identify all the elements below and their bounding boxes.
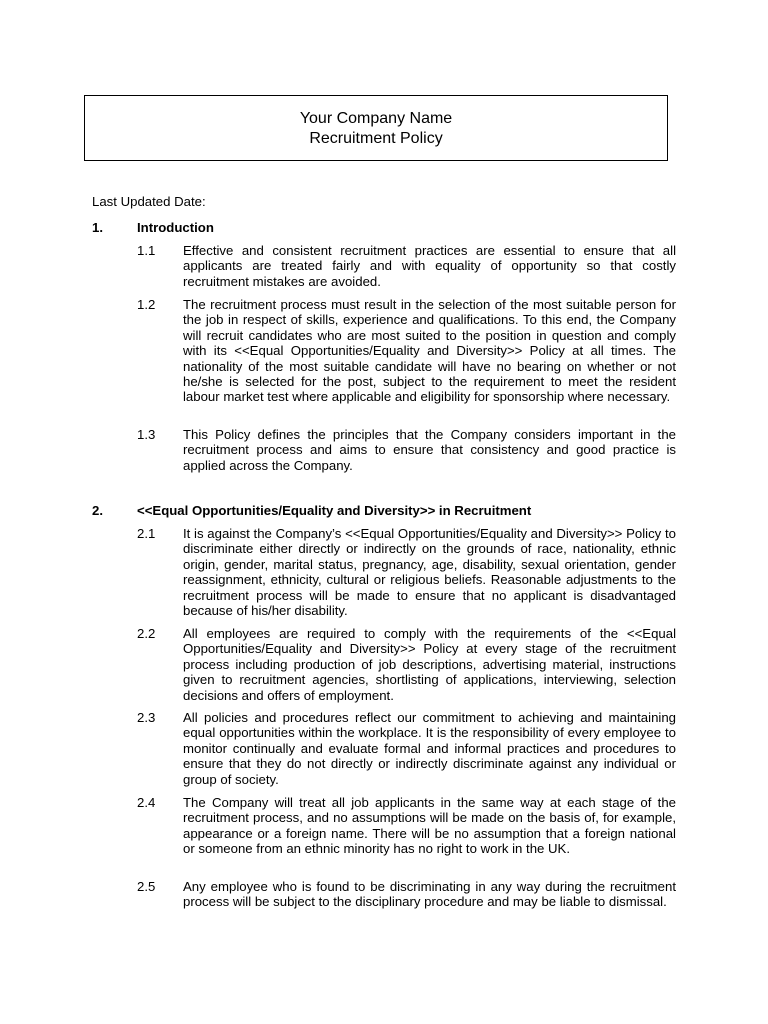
title-box [84,95,668,161]
section-number: 2. [92,503,103,518]
clause-1-1 [92,243,676,289]
section-title: <<Equal Opportunities/Equality and Diversity>> in Recruitment [137,503,532,518]
clause-text: All policies and procedures reflect our commitment to achieving and maintaining equal opportunities within the workplace. It is the responsibility of every employee to monitor continually and evaluate formal and informal practices and procedures to ensure that they do not directly or indirectly discriminate against any individual or group of society. [183,710,676,787]
document-title: Recruitment Policy [309,130,443,147]
clause-number: 1.1 [137,243,156,258]
section-heading-introduction [92,220,214,236]
company-name: Your Company Name [299,110,453,127]
clause-text: All employees are required to comply with the requirements of the <<Equal Opportunities/Equality and Diversity>> Policy at every stage of the recruitment process including production of job descriptions, advertising material, instructions given to recruitment agencies, shortlisting of applications, interviewing, selection decisions and offers of employment. [183,626,676,703]
clause-1-3 [92,427,676,473]
clause-2-5 [92,879,676,910]
clause-1-2 [92,297,676,405]
clause-text: Effective and consistent recruitment practices are essential to ensure that all applicants are treated fairly and with equality of opportunity so that costly recruitment mistakes are avoided. [183,243,676,289]
clause-text: It is against the Company’s <<Equal Opportunities/Equality and Diversity>> Policy to discriminate either directly or indirectly on the grounds of race, nationality, ethnic origin, gender, marital status, pregnancy, age, disability, sexual orientation, gender reassignment, ethnicity, cultural or religious beliefs. Reasonable adjustments to the recruitment process will be made to ensure that no applicant is disadvantaged because of his/her disability. [183,526,676,619]
clause-text: The recruitment process must result in the selection of the most suitable person for the job in respect of skills, experience and qualifications. To this end, the Company will recruit candidates who are most suited to the position in question and comply with its <<Equal Opportunities/Equality and Diversity>> Policy at all times. The nationality of the most suitable candidate will have no bearing on whether or not he/she is selected for the post, subject to the requirement to meet the resident labour market test where applicable and eligibility for sponsorship where necessary. [183,297,676,405]
clause-number: 2.5 [137,879,156,894]
clause-number: 2.1 [137,526,156,541]
clause-number: 1.2 [137,297,156,312]
clause-number: 2.4 [137,795,156,810]
clause-2-4 [92,795,676,857]
clause-number: 2.3 [137,710,156,725]
clause-2-1 [92,526,676,618]
clause-text: This Policy defines the principles that the Company considers important in the recruitment process and aims to ensure that consistency and good practice is applied across the Company. [183,427,676,473]
clause-2-3 [92,710,676,787]
section-number: 1. [92,220,103,235]
clause-number: 2.2 [137,626,156,641]
last-updated-label: Last Updated Date: [92,194,206,209]
section-title: Introduction [137,220,214,235]
clause-text: The Company will treat all job applicants in the same way at each stage of the recruitment process, and no assumptions will be made on the basis of, for example, appearance or a foreign name. There will be no assumption that a foreign national or someone from an ethnic minority has no right to work in the UK. [183,795,676,857]
section-heading-equal-opportunities [92,503,531,519]
clause-2-2 [92,626,676,703]
clause-number: 1.3 [137,427,156,442]
clause-text: Any employee who is found to be discriminating in any way during the recruitment process will be subject to the disciplinary procedure and may be liable to dismissal. [183,879,676,910]
